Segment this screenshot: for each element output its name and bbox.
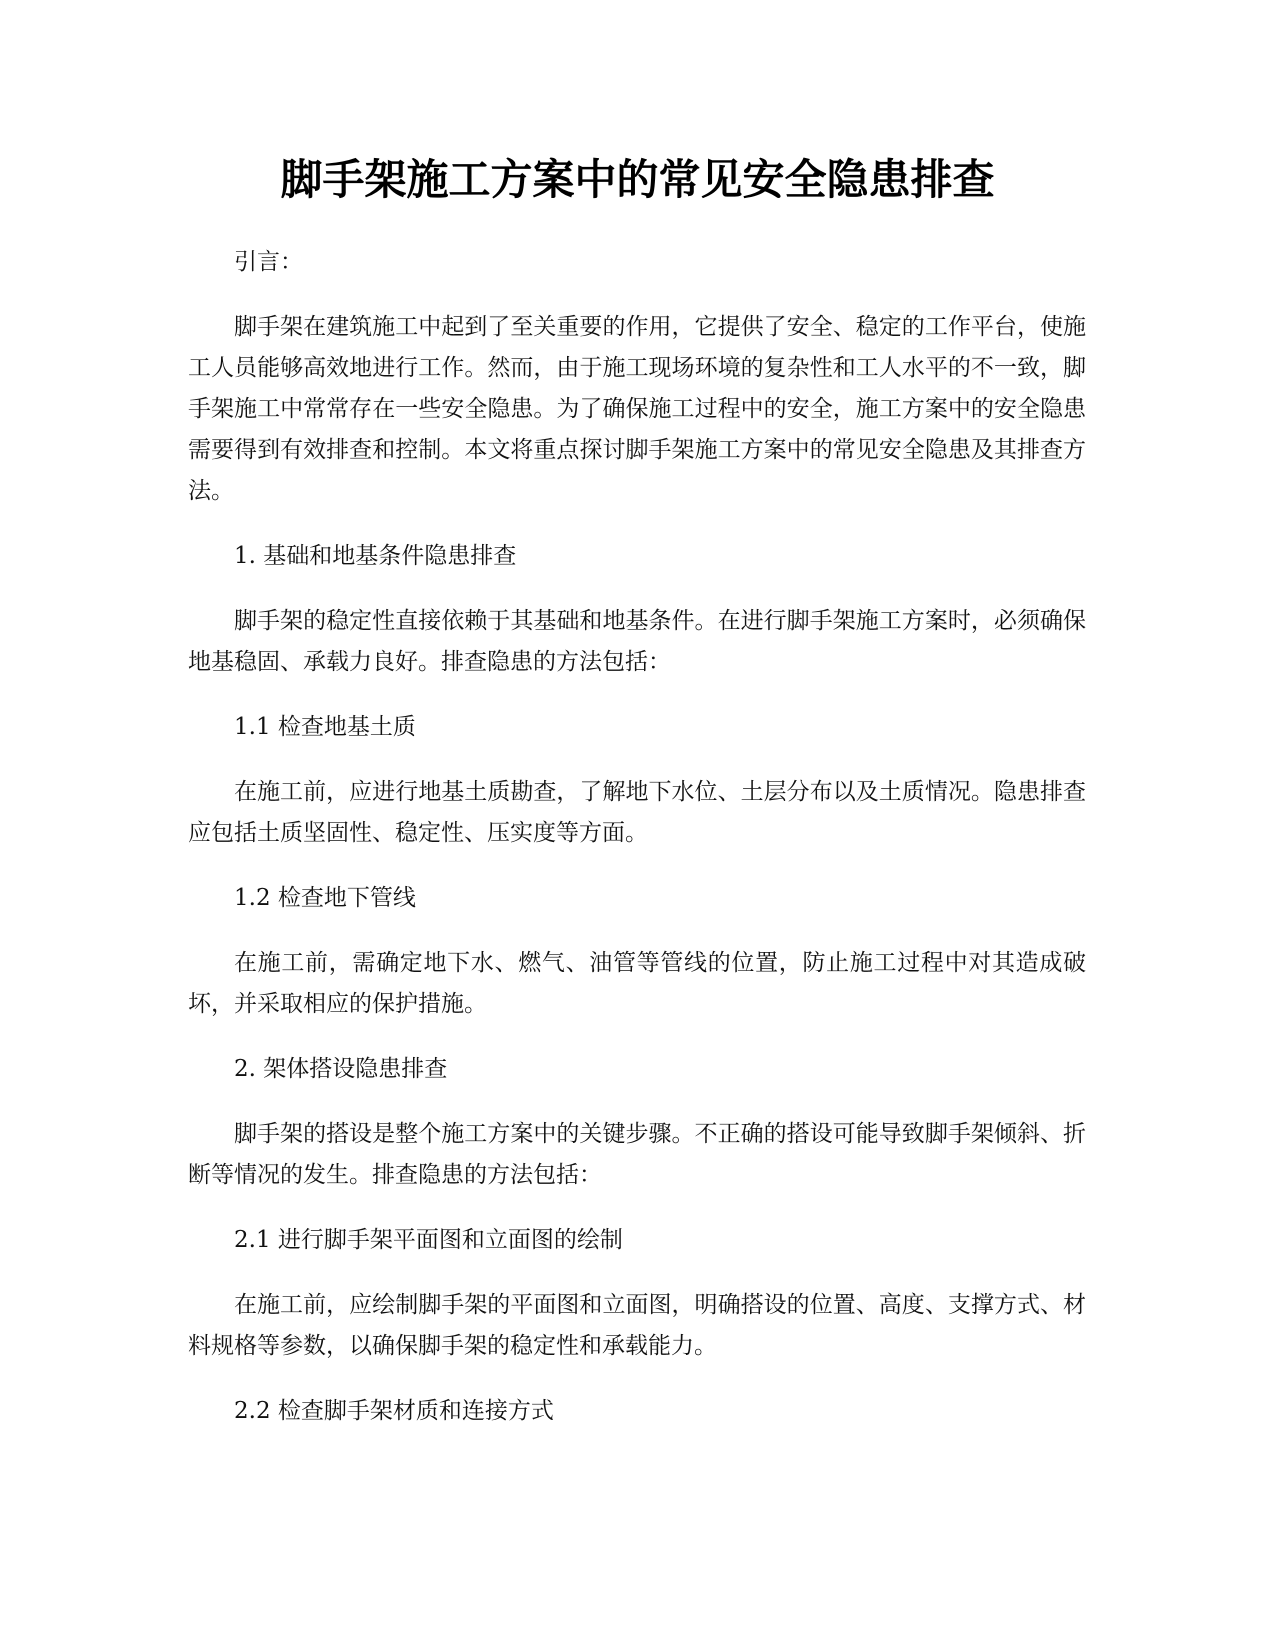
section-1-2-paragraph: 在施工前，需确定地下水、燃气、油管等管线的位置，防止施工过程中对其造成破坏，并采取相应的保护措施。 xyxy=(188,950,1086,1017)
section-1-1-paragraph: 在施工前，应进行地基土质勘查，了解地下水位、土层分布以及土质情况。隐患排查应包括土质坚固性、稳定性、压实度等方面。 xyxy=(188,779,1086,846)
section-1-1-heading: 1.1 检查地基土质 xyxy=(234,714,416,740)
section-2-2-heading: 2.2 检查脚手架材质和连接方式 xyxy=(234,1398,554,1424)
intro-heading: 引言： xyxy=(234,249,303,275)
document-body xyxy=(188,242,1086,1456)
intro-paragraph: 脚手架在建筑施工中起到了至关重要的作用，它提供了安全、稳定的工作平台，使施工人员能够高效地进行工作。然而，由于施工现场环境的复杂性和工人水平的不一致，脚手架施工中常常存在一些安全隐患。为了确保施工过程中的安全，施工方案中的安全隐患需要得到有效排查和控制。本文将重点探讨脚手架施工方案中的常见安全隐患及其排查方法。 xyxy=(188,314,1086,504)
page-title: 脚手架施工方案中的常见安全隐患排查 xyxy=(280,155,995,204)
section-1-heading: 1. 基础和地基条件隐患排查 xyxy=(234,543,517,569)
section-2-paragraph: 脚手架的搭设是整个施工方案中的关键步骤。不正确的搭设可能导致脚手架倾斜、折断等情况的发生。排查隐患的方法包括： xyxy=(188,1121,1086,1188)
section-2-heading: 2. 架体搭设隐患排查 xyxy=(234,1056,448,1082)
section-1-paragraph: 脚手架的稳定性直接依赖于其基础和地基条件。在进行脚手架施工方案时，必须确保地基稳固、承载力良好。排查隐患的方法包括： xyxy=(188,608,1086,675)
section-2-1-paragraph: 在施工前，应绘制脚手架的平面图和立面图，明确搭设的位置、高度、支撑方式、材料规格等参数，以确保脚手架的稳定性和承载能力。 xyxy=(188,1292,1086,1359)
section-2-1-heading: 2.1 进行脚手架平面图和立面图的绘制 xyxy=(234,1227,623,1253)
section-1-2-heading: 1.2 检查地下管线 xyxy=(234,885,416,911)
